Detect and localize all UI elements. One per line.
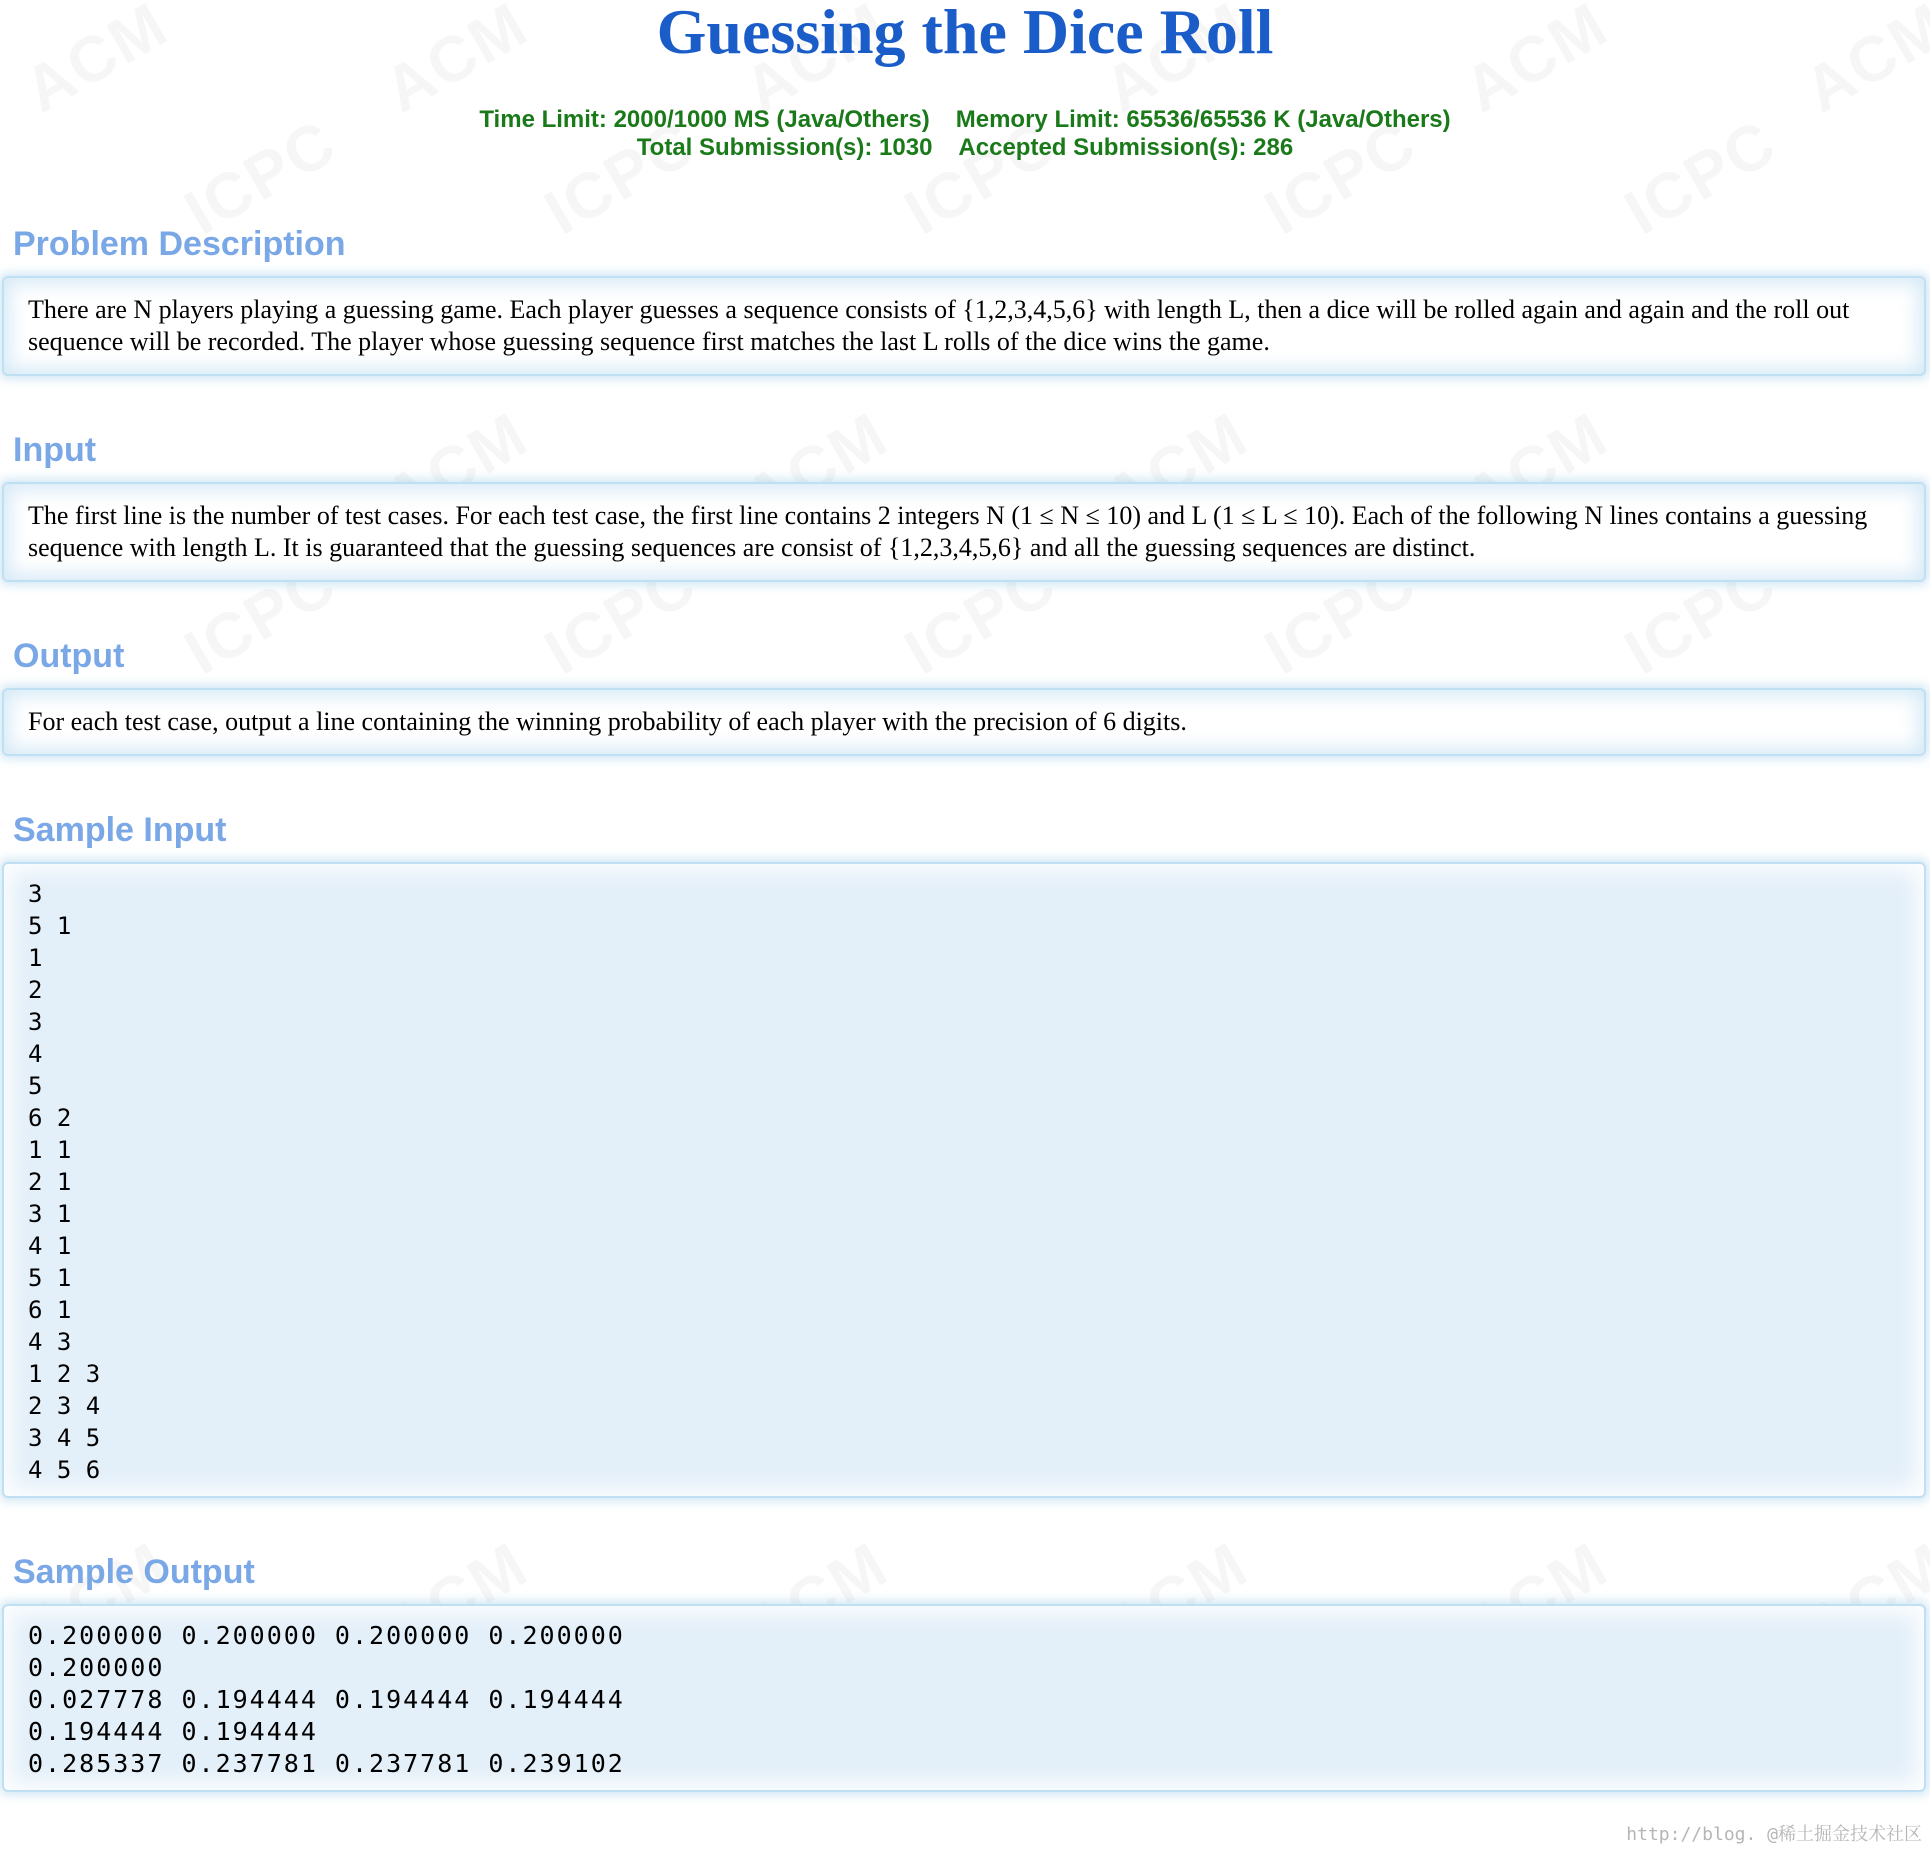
code-line: 3 [28,1008,43,1036]
code-line: 3 4 5 [28,1424,101,1452]
code-line: 0.194444 0.194444 [28,1717,318,1746]
code-line: 3 1 [28,1200,72,1228]
output-panel [2,688,1926,756]
limits-row-2 [0,134,1930,162]
code-line: 0.285337 0.237781 0.237781 0.239102 [28,1749,625,1778]
limits-row-1 [0,106,1930,134]
input-panel [2,482,1926,582]
code-line: 1 1 [28,1136,72,1164]
limits-info [0,106,1930,162]
output-heading: Output [13,637,125,675]
description-heading: Problem Description [13,225,346,263]
input-heading: Input [13,431,97,469]
code-line: 6 2 [28,1104,72,1132]
memory-limit: Memory Limit: 65536/65536 K (Java/Others) [955,106,1451,133]
output-text: For each test case, output a line containing the winning probability of each player with the precision of 6 digits. [28,707,1187,736]
code-line: 4 1 [28,1232,72,1260]
sample-input-panel[interactable] [2,862,1926,1498]
code-line: 3 [28,880,43,908]
code-line: 2 [28,976,43,1004]
code-line: 4 [28,1040,43,1068]
total-submissions: Total Submission(s): 1030 [636,134,933,161]
code-line: 0.027778 0.194444 0.194444 0.194444 [28,1685,625,1714]
code-line: 2 3 4 [28,1392,101,1420]
time-limit: Time Limit: 2000/1000 MS (Java/Others) [479,106,930,133]
code-line: 5 [28,1072,43,1100]
code-line: 5 1 [28,912,72,940]
sample-output-heading: Sample Output [13,1553,255,1591]
code-line: 4 5 6 [28,1456,101,1484]
accepted-submissions: Accepted Submission(s): 286 [958,134,1294,161]
code-line: 0.200000 [28,1653,165,1682]
code-line: 1 [28,944,43,972]
footer-watermark: http://blog. @稀土掘金技术社区 [1626,1824,1922,1845]
code-line: 4 3 [28,1328,72,1356]
sample-output-panel[interactable] [2,1604,1926,1792]
input-text: The first line is the number of test cases. For each test case, the first line contains 2 integers N (1 ≤ N ≤ 10) and L (1 ≤ L ≤ 10). Each of the following N lines contains a guessing sequence with length L. It is guaranteed that the guessing sequences are consist of {1,2,3,4,5,6} and all the guessing sequences are distinct. [28,501,1868,562]
page-title: Guessing the Dice Roll [656,0,1274,67]
description-text: There are N players playing a guessing game. Each player guesses a sequence consists of {1,2,3,4,5,6} with length L, then a dice will be rolled again and again and the roll out sequence will be recorded. The player whose guessing sequence first matches the last L rolls of the dice wins the game. [28,295,1850,356]
code-line: 1 2 3 [28,1360,101,1388]
code-line: 0.200000 0.200000 0.200000 0.200000 [28,1621,625,1650]
code-line: 5 1 [28,1264,72,1292]
code-line: 2 1 [28,1168,72,1196]
description-panel [2,276,1926,376]
sample-input-heading: Sample Input [13,811,227,849]
code-line: 6 1 [28,1296,72,1324]
